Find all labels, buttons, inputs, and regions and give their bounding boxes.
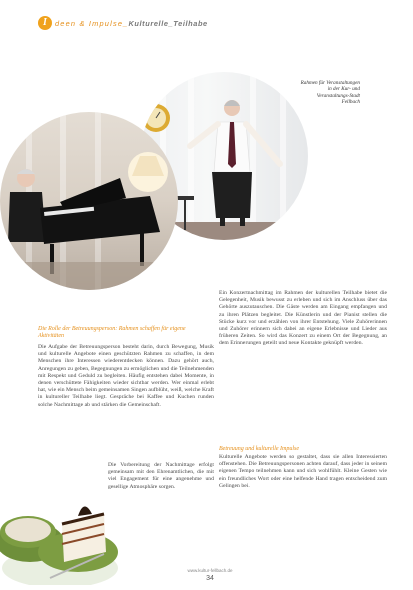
image-caption: Die Rolle der Betreuungsperson: Rahmen schaffen für eigene Aktivitäten	[38, 326, 186, 340]
photo-caption: Rahmen für Veranstaltungen in der Kur- und Veranstaltungs-Stadt Fellbach	[300, 80, 360, 106]
page-number: 34	[206, 575, 214, 582]
section-header	[38, 16, 208, 30]
section-title	[55, 19, 208, 28]
coffee-cake-illustration	[0, 478, 118, 585]
body-text-left-bottom: Die Vorbereitung der Nachmittage erfolgt gemeinsam mit den Ehrenamtlichen, die mit viel Engagement für eine angenehme und gesellige Atmosphäre sorgen.	[108, 462, 214, 490]
header-title: deen & Impulse_	[55, 18, 129, 28]
body-text-left-top: Die Aufgabe der Betreuungsperson besteht darin, durch Bewegung, Musik und kulturelle Angebote einen geschützten Rahmen zu schaffen, in dem Menschen ihre Interessen wiederentdecken können. Dazu gehört auch, Anregungen zu geben, Begegnungen zu ermöglichen und die Teilnehmenden mit Respekt und Geduld zu begleiten. Häufig entstehen dabei Momente, in denen verschüttete Fähigkeiten wieder sichtbar werden. Wer einmal erlebt hat, wie ein Mensch beim gemeinsamen Singen aufblüht, weiß, welche Kraft in kultureller Teilhabe liegt. Gespräche bei Kaffee und Kuchen runden solche Nachmittage ab und stärken die Gemeinschaft.	[38, 344, 214, 408]
page-footer	[170, 568, 250, 582]
section-badge: I	[38, 16, 52, 30]
subheading: Betreuung und kulturelle Impulse	[219, 446, 300, 452]
pianist-illustration	[0, 112, 178, 290]
photo-pianist	[0, 112, 178, 290]
footer-site: www.kultur-fellbach.de	[187, 568, 233, 573]
photo-coffee-cake	[0, 478, 118, 585]
body-text-right-top: Ein Konzertnachmittag im Rahmen der kulturellen Teilhabe bietet die Gelegenheit, Musik bewusst zu erleben und sich im Anschluss über das Gehörte auszutauschen. Die Gäste werden am Eingang empfangen und zu ihren Plätzen begleitet. Die Künstlerin und der Pianist stellen die Stücke kurz vor und erzählen von ihrer Entstehung. Viele Zuhörerinnen und Zuhörer erinnern sich dabei an eigene Erlebnisse und Lieder aus früheren Zeiten. So wird das Konzert zu einem Ort der Begegnung, an dem Erinnerungen geteilt und neue Kontakte geknüpft werden.	[219, 290, 387, 347]
header-section: Kulturelle_Teilhabe	[128, 18, 208, 28]
body-text-right-bottom: Kulturelle Angebote werden so gestaltet, dass sie allen Interessierten offenstehen. Die Betreuungspersonen achten darauf, dass jeder in seinem eigenen Tempo teilnehmen kann und sich wohlfühlt. Kleine Gesten wie ein freundliches Wort oder eine helfende Hand tragen entscheidend zum Gelingen bei.	[219, 454, 387, 489]
